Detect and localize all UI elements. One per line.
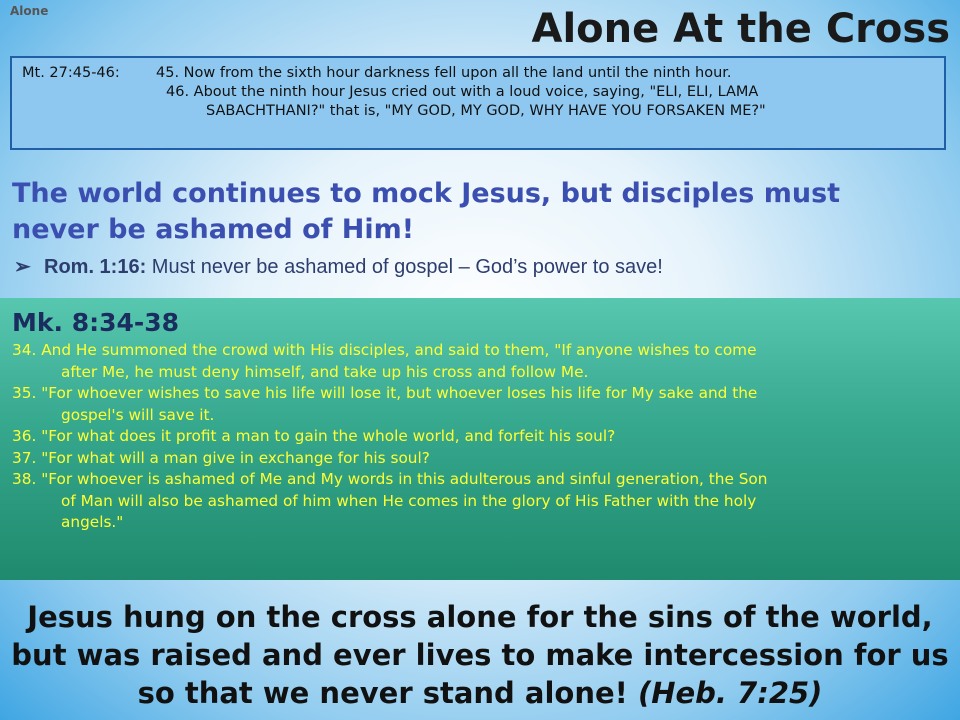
slide-title: Alone At the Cross: [531, 6, 950, 52]
closing-statement: [0, 598, 960, 712]
verse-37: 37. "For what will a man give in exchange for his soul?: [12, 448, 430, 467]
scripture-verses: [12, 340, 948, 534]
bullet-arrow-icon: ➢: [14, 256, 31, 278]
verse-46-text: 46. About the ninth hour Jesus cried out with a loud voice, saying, "ELI, ELI, LAMA: [166, 84, 759, 100]
bullet-point: [14, 254, 934, 279]
verse-reference: Mt. 27:45-46:: [22, 65, 120, 81]
scripture-box: [0, 298, 960, 580]
bullet-reference: Rom. 1:16:: [44, 256, 147, 278]
verse-38-end: angels.": [61, 513, 124, 531]
verse-34-continued: after Me, he must deny himself, and take up his cross and follow Me.: [61, 362, 589, 381]
closing-line-2: but was raised and ever lives to make intercession for us: [11, 638, 949, 672]
closing-line-3: [0, 674, 960, 712]
main-point: The world continues to mock Jesus, but disciples must never be ashamed of Him!: [12, 178, 841, 245]
slide-tag: Alone: [10, 4, 49, 18]
verse-45-text: 45. Now from the sixth hour darkness fell upon all the land until the ninth hour.: [156, 65, 732, 81]
scripture-heading: Mk. 8:34-38: [12, 308, 180, 337]
verse-38: 38. "For whoever is ashamed of Me and My words in this adulterous and sinful generation, the Son: [12, 470, 768, 488]
verse-38-continued: of Man will also be ashamed of him when He comes in the glory of His Father with the holy: [61, 491, 757, 510]
closing-reference: (Heb. 7:25): [637, 676, 823, 710]
verse-box: [10, 56, 946, 150]
verse-36: 36. "For what does it profit a man to gain the whole world, and forfeit his soul?: [12, 427, 616, 445]
closing-line-3-text: so that we never stand alone!: [137, 676, 638, 710]
verse-line-1: [22, 64, 934, 83]
bullet-text: Must never be ashamed of gospel – God’s power to save!: [146, 256, 663, 278]
verse-35-continued: gospel's will save it.: [61, 405, 215, 424]
verse-35: 35. "For whoever wishes to save his life will lose it, but whoever loses his life for My sake and the: [12, 384, 758, 402]
verse-34: 34. And He summoned the crowd with His disciples, and said to them, "If anyone wishes to come: [12, 341, 757, 359]
closing-line-1: Jesus hung on the cross alone for the sins of the world,: [27, 600, 933, 634]
verse-46-continued: SABACHTHANI?" that is, "MY GOD, MY GOD, WHY HAVE YOU FORSAKEN ME?": [206, 103, 766, 119]
